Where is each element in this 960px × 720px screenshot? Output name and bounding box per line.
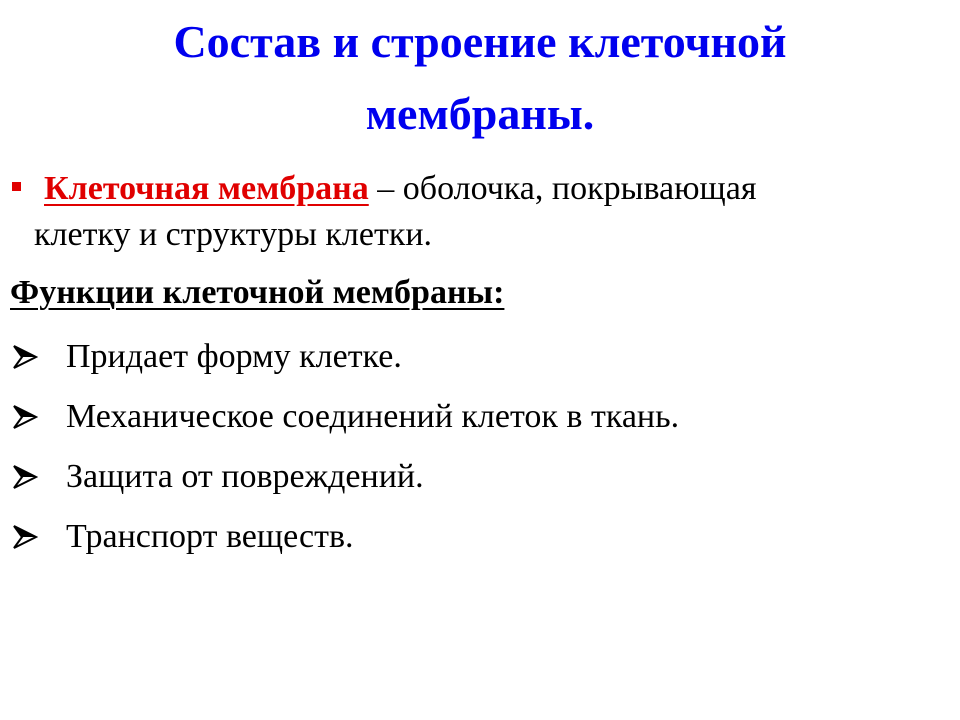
functions-list xyxy=(12,334,952,574)
arrow-bullet-icon xyxy=(12,524,38,550)
square-bullet-icon xyxy=(12,182,21,191)
definition-text-1: – оболочка, покрывающая xyxy=(368,170,757,207)
arrow-bullet-icon xyxy=(12,344,38,370)
definition-line-2: клетку и структуры клетки. xyxy=(34,216,433,253)
list-item xyxy=(12,334,952,394)
definition-line-1 xyxy=(44,166,756,212)
function-text: Транспорт веществ. xyxy=(66,518,354,555)
function-text: Придает форму клетке. xyxy=(66,338,402,375)
definition-term: Клеточная мембрана xyxy=(44,170,369,207)
arrow-bullet-icon xyxy=(12,404,38,430)
slide-title xyxy=(40,6,920,150)
arrow-bullet-icon xyxy=(12,464,38,490)
function-text: Механическое соединений клеток в ткань. xyxy=(66,398,680,435)
list-item xyxy=(12,514,952,574)
slide-title-line-2: мембраны. xyxy=(365,88,595,139)
list-item xyxy=(12,394,952,454)
slide-title-line-1: Состав и строение клеточной xyxy=(173,16,787,67)
list-item xyxy=(12,454,952,514)
function-text: Защита от повреждений. xyxy=(66,458,424,495)
functions-heading: Функции клеточной мембраны: xyxy=(10,274,505,311)
